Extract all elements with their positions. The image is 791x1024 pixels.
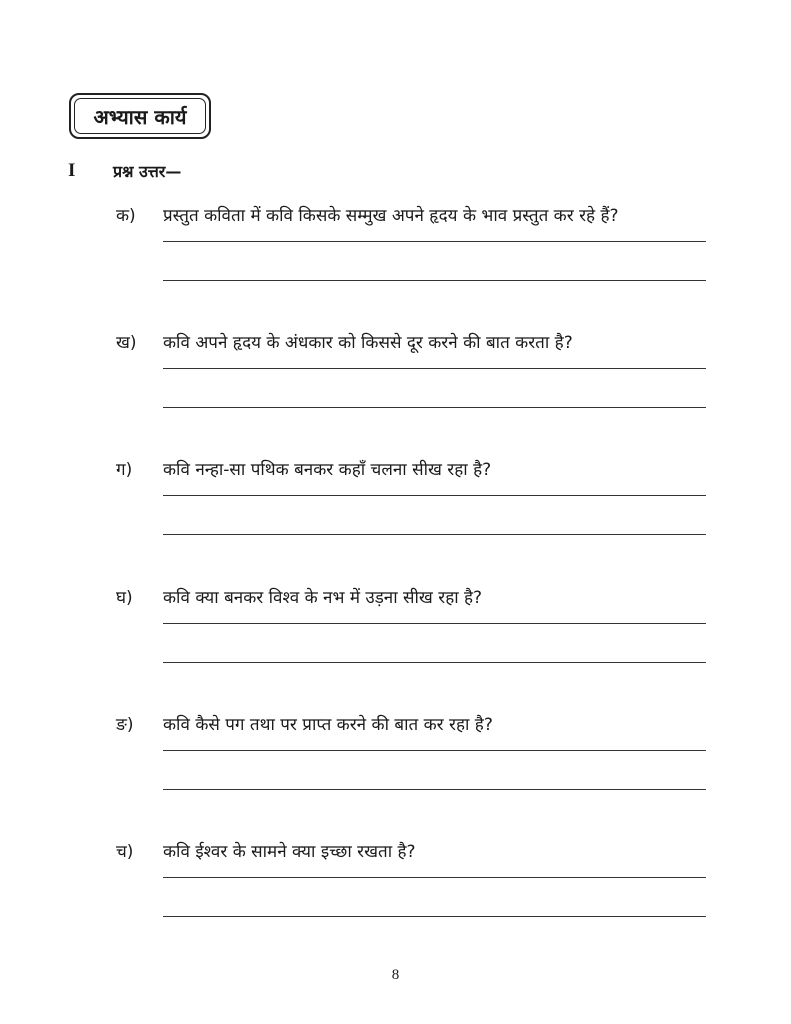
- question-text: कवि ईश्वर के सामने क्या इच्छा रखता है?: [163, 842, 416, 862]
- heading-title: अभ्यास कार्य: [74, 98, 206, 134]
- answer-line[interactable]: [163, 241, 706, 242]
- answer-line[interactable]: [163, 916, 706, 917]
- answer-line[interactable]: [163, 750, 706, 751]
- question-kha: [0, 330, 791, 430]
- question-cha: [0, 839, 791, 939]
- question-marker: च): [116, 842, 134, 862]
- question-text: कवि अपने हृदय के अंधकार को किससे दूर करने की बात करता है?: [163, 333, 573, 353]
- question-marker: ङ): [116, 715, 134, 735]
- page-number: 8: [391, 967, 400, 983]
- question-text: प्रस्तुत कविता में कवि किसके सम्मुख अपने हृदय के भाव प्रस्तुत कर रहे हैं?: [163, 206, 619, 226]
- answer-line[interactable]: [163, 789, 706, 790]
- question-nga: [0, 712, 791, 812]
- question-text: कवि नन्हा-सा पथिक बनकर कहाँ चलना सीख रहा है?: [163, 460, 492, 480]
- question-marker: ख): [116, 333, 137, 353]
- question-text: कवि कैसे पग तथा पर प्राप्त करने की बात कर रहा है?: [163, 715, 493, 735]
- answer-line[interactable]: [163, 368, 706, 369]
- answer-line[interactable]: [163, 623, 706, 624]
- heading-box: [69, 93, 211, 139]
- answer-line[interactable]: [163, 662, 706, 663]
- question-marker: घ): [116, 588, 133, 608]
- answer-line[interactable]: [163, 495, 706, 496]
- question-gha: [0, 585, 791, 685]
- answer-line[interactable]: [163, 534, 706, 535]
- question-marker: ग): [116, 460, 133, 480]
- question-text: कवि क्या बनकर विश्व के नभ में उड़ना सीख रहा है?: [163, 588, 483, 608]
- question-marker: क): [116, 206, 136, 226]
- answer-line[interactable]: [163, 407, 706, 408]
- question-ka: [0, 203, 791, 303]
- section-title: प्रश्न उत्तर—: [113, 162, 182, 181]
- answer-line[interactable]: [163, 280, 706, 281]
- section-number: I: [68, 160, 76, 181]
- question-ga: [0, 457, 791, 557]
- answer-line[interactable]: [163, 877, 706, 878]
